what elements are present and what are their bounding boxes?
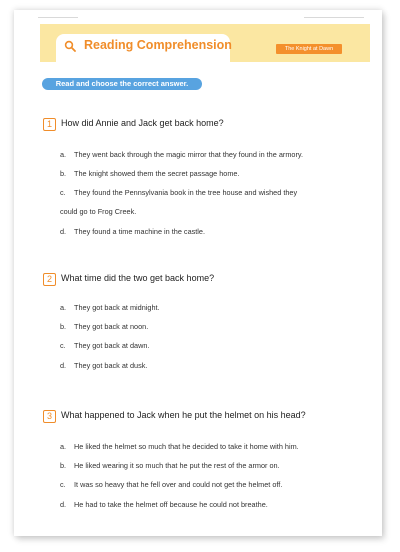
book-title-badge: The Knight at Dawn bbox=[276, 44, 342, 54]
option-letter: d. bbox=[60, 500, 67, 509]
title-banner bbox=[40, 24, 370, 62]
header-rule-left bbox=[38, 17, 78, 18]
option-letter: b. bbox=[60, 322, 67, 331]
option-letter: c. bbox=[60, 341, 66, 350]
question-number: 1 bbox=[43, 118, 56, 131]
option-letter: c. bbox=[60, 188, 66, 197]
option-letter: b. bbox=[60, 169, 67, 178]
question-number: 2 bbox=[43, 273, 56, 286]
option-text: They found the Pennsylvania book in the tree house and wished they bbox=[74, 188, 298, 197]
question-text: How did Annie and Jack get back home? bbox=[61, 118, 224, 128]
page-title: Reading Comprehension bbox=[84, 38, 232, 52]
option-letter: c. bbox=[60, 480, 66, 489]
question-text: What happened to Jack when he put the helmet on his head? bbox=[61, 410, 306, 420]
title-tab bbox=[56, 34, 230, 62]
option-text: They got back at dawn. bbox=[74, 341, 150, 350]
question-text: What time did the two get back home? bbox=[61, 273, 215, 283]
option-text: They got back at noon. bbox=[74, 322, 149, 331]
option-letter: a. bbox=[60, 442, 67, 451]
worksheet-page bbox=[14, 10, 382, 536]
option-text: It was so heavy that he fell over and could not get the helmet off. bbox=[74, 480, 283, 489]
option-text: They got back at midnight. bbox=[74, 303, 160, 312]
question-number: 3 bbox=[43, 410, 56, 423]
option-text-continuation: could go to Frog Creek. bbox=[60, 207, 137, 216]
option-text: He liked the helmet so much that he decided to take it home with him. bbox=[74, 442, 299, 451]
option-text: They went back through the magic mirror that they found in the armory. bbox=[74, 150, 304, 159]
option-text: They found a time machine in the castle. bbox=[74, 227, 206, 236]
option-letter: d. bbox=[60, 361, 67, 370]
option-text: The knight showed them the secret passage home. bbox=[74, 169, 240, 178]
option-text: They got back at dusk. bbox=[74, 361, 148, 370]
option-letter: a. bbox=[60, 150, 67, 159]
header-rule-right bbox=[304, 17, 364, 18]
option-text: He had to take the helmet off because he could not breathe. bbox=[74, 500, 268, 509]
option-letter: d. bbox=[60, 227, 67, 236]
instruction-pill: Read and choose the correct answer. bbox=[42, 78, 202, 90]
option-letter: b. bbox=[60, 461, 67, 470]
option-text: He liked wearing it so much that he put the rest of the armor on. bbox=[74, 461, 280, 470]
option-letter: a. bbox=[60, 303, 67, 312]
search-icon bbox=[64, 40, 76, 52]
